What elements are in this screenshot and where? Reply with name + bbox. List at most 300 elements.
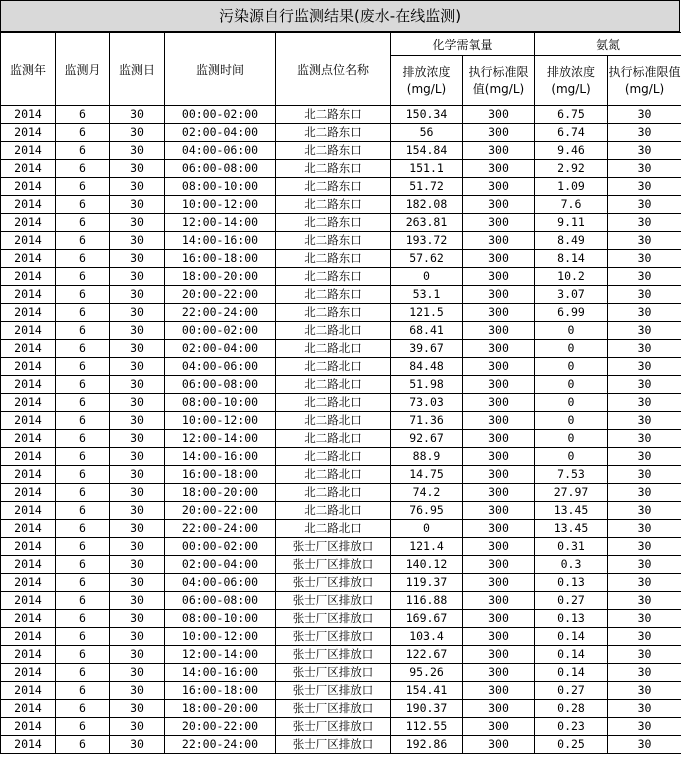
cell-month: 6 bbox=[56, 592, 110, 610]
cell-cod-limit: 300 bbox=[463, 250, 535, 268]
cell-day: 30 bbox=[110, 448, 165, 466]
cell-day: 30 bbox=[110, 628, 165, 646]
table-row bbox=[1, 376, 681, 394]
cell-day: 30 bbox=[110, 592, 165, 610]
cell-site: 北二路东口 bbox=[276, 124, 391, 142]
cell-site: 北二路北口 bbox=[276, 466, 391, 484]
cell-day: 30 bbox=[110, 664, 165, 682]
cell-ammonia-limit: 30 bbox=[608, 610, 681, 628]
cell-time: 08:00-10:00 bbox=[165, 178, 276, 196]
cell-month: 6 bbox=[56, 196, 110, 214]
cell-ammonia-concentration: 0.27 bbox=[535, 682, 608, 700]
cell-year: 2014 bbox=[1, 646, 56, 664]
cell-ammonia-concentration: 10.2 bbox=[535, 268, 608, 286]
cell-month: 6 bbox=[56, 484, 110, 502]
cell-time: 10:00-12:00 bbox=[165, 628, 276, 646]
cell-cod-concentration: 140.12 bbox=[391, 556, 463, 574]
cell-cod-limit: 300 bbox=[463, 628, 535, 646]
cell-site: 张士厂区排放口 bbox=[276, 682, 391, 700]
cell-month: 6 bbox=[56, 646, 110, 664]
cell-cod-concentration: 76.95 bbox=[391, 502, 463, 520]
cell-cod-limit: 300 bbox=[463, 520, 535, 538]
cell-ammonia-limit: 30 bbox=[608, 376, 681, 394]
cell-ammonia-concentration: 0 bbox=[535, 394, 608, 412]
cell-ammonia-limit: 30 bbox=[608, 574, 681, 592]
cell-year: 2014 bbox=[1, 502, 56, 520]
cell-day: 30 bbox=[110, 484, 165, 502]
cell-ammonia-concentration: 0.14 bbox=[535, 664, 608, 682]
cell-ammonia-limit: 30 bbox=[608, 646, 681, 664]
cell-site: 张士厂区排放口 bbox=[276, 556, 391, 574]
cell-day: 30 bbox=[110, 358, 165, 376]
cell-month: 6 bbox=[56, 394, 110, 412]
cell-site: 北二路东口 bbox=[276, 142, 391, 160]
cell-year: 2014 bbox=[1, 538, 56, 556]
cell-site: 张士厂区排放口 bbox=[276, 538, 391, 556]
cell-month: 6 bbox=[56, 700, 110, 718]
cell-day: 30 bbox=[110, 322, 165, 340]
cell-ammonia-concentration: 0 bbox=[535, 412, 608, 430]
cell-ammonia-concentration: 0.14 bbox=[535, 646, 608, 664]
table-row bbox=[1, 646, 681, 664]
cell-day: 30 bbox=[110, 340, 165, 358]
cell-ammonia-limit: 30 bbox=[608, 394, 681, 412]
monitoring-table bbox=[0, 32, 681, 754]
cell-cod-concentration: 121.4 bbox=[391, 538, 463, 556]
cell-day: 30 bbox=[110, 304, 165, 322]
cell-year: 2014 bbox=[1, 214, 56, 232]
cell-ammonia-limit: 30 bbox=[608, 268, 681, 286]
cell-ammonia-limit: 30 bbox=[608, 250, 681, 268]
cell-ammonia-concentration: 0 bbox=[535, 376, 608, 394]
cell-time: 20:00-22:00 bbox=[165, 502, 276, 520]
cell-cod-concentration: 193.72 bbox=[391, 232, 463, 250]
cell-ammonia-concentration: 27.97 bbox=[535, 484, 608, 502]
cell-month: 6 bbox=[56, 538, 110, 556]
cell-year: 2014 bbox=[1, 286, 56, 304]
cell-site: 北二路北口 bbox=[276, 520, 391, 538]
cell-cod-limit: 300 bbox=[463, 394, 535, 412]
cell-time: 06:00-08:00 bbox=[165, 160, 276, 178]
cell-month: 6 bbox=[56, 178, 110, 196]
cell-day: 30 bbox=[110, 538, 165, 556]
cell-cod-concentration: 73.03 bbox=[391, 394, 463, 412]
cell-day: 30 bbox=[110, 106, 165, 124]
cell-month: 6 bbox=[56, 160, 110, 178]
cell-cod-limit: 300 bbox=[463, 682, 535, 700]
cell-ammonia-limit: 30 bbox=[608, 718, 681, 736]
table-row bbox=[1, 520, 681, 538]
cell-month: 6 bbox=[56, 214, 110, 232]
cell-cod-concentration: 92.67 bbox=[391, 430, 463, 448]
cell-day: 30 bbox=[110, 250, 165, 268]
header-site: 监测点位名称 bbox=[276, 33, 391, 106]
cell-time: 22:00-24:00 bbox=[165, 736, 276, 754]
cell-cod-limit: 300 bbox=[463, 376, 535, 394]
cell-cod-limit: 300 bbox=[463, 178, 535, 196]
cell-ammonia-limit: 30 bbox=[608, 592, 681, 610]
cell-ammonia-concentration: 8.14 bbox=[535, 250, 608, 268]
table-row bbox=[1, 106, 681, 124]
table-row bbox=[1, 412, 681, 430]
cell-ammonia-concentration: 7.6 bbox=[535, 196, 608, 214]
cell-month: 6 bbox=[56, 340, 110, 358]
cell-ammonia-limit: 30 bbox=[608, 682, 681, 700]
cell-cod-limit: 300 bbox=[463, 358, 535, 376]
table-row bbox=[1, 430, 681, 448]
cell-site: 北二路北口 bbox=[276, 430, 391, 448]
table-row bbox=[1, 610, 681, 628]
header-month: 监测月 bbox=[56, 33, 110, 106]
cell-cod-concentration: 192.86 bbox=[391, 736, 463, 754]
cell-ammonia-concentration: 3.07 bbox=[535, 286, 608, 304]
cell-ammonia-concentration: 0 bbox=[535, 322, 608, 340]
cell-site: 北二路北口 bbox=[276, 394, 391, 412]
cell-cod-limit: 300 bbox=[463, 304, 535, 322]
cell-time: 02:00-04:00 bbox=[165, 124, 276, 142]
table-row bbox=[1, 142, 681, 160]
cell-day: 30 bbox=[110, 124, 165, 142]
cell-month: 6 bbox=[56, 520, 110, 538]
cell-cod-concentration: 154.41 bbox=[391, 682, 463, 700]
cell-ammonia-concentration: 9.46 bbox=[535, 142, 608, 160]
cell-time: 04:00-06:00 bbox=[165, 574, 276, 592]
cell-year: 2014 bbox=[1, 178, 56, 196]
header-cod-group: 化学需氧量 bbox=[391, 33, 535, 56]
cell-ammonia-limit: 30 bbox=[608, 430, 681, 448]
cell-year: 2014 bbox=[1, 700, 56, 718]
cell-ammonia-concentration: 2.92 bbox=[535, 160, 608, 178]
cell-ammonia-concentration: 6.99 bbox=[535, 304, 608, 322]
cell-site: 张士厂区排放口 bbox=[276, 718, 391, 736]
cell-cod-concentration: 51.72 bbox=[391, 178, 463, 196]
header-cod-limit: 执行标准限值(mg/L) bbox=[463, 56, 535, 106]
cell-ammonia-concentration: 6.74 bbox=[535, 124, 608, 142]
cell-day: 30 bbox=[110, 412, 165, 430]
cell-cod-limit: 300 bbox=[463, 448, 535, 466]
cell-day: 30 bbox=[110, 574, 165, 592]
table-row bbox=[1, 358, 681, 376]
cell-month: 6 bbox=[56, 610, 110, 628]
cell-month: 6 bbox=[56, 574, 110, 592]
table-row bbox=[1, 628, 681, 646]
cell-month: 6 bbox=[56, 736, 110, 754]
cell-ammonia-concentration: 0.23 bbox=[535, 718, 608, 736]
cell-cod-limit: 300 bbox=[463, 610, 535, 628]
cell-ammonia-limit: 30 bbox=[608, 628, 681, 646]
cell-day: 30 bbox=[110, 430, 165, 448]
cell-cod-concentration: 119.37 bbox=[391, 574, 463, 592]
cell-month: 6 bbox=[56, 430, 110, 448]
cell-year: 2014 bbox=[1, 682, 56, 700]
table-row bbox=[1, 196, 681, 214]
cell-month: 6 bbox=[56, 628, 110, 646]
cell-day: 30 bbox=[110, 610, 165, 628]
table-row bbox=[1, 718, 681, 736]
cell-year: 2014 bbox=[1, 664, 56, 682]
cell-time: 12:00-14:00 bbox=[165, 430, 276, 448]
cell-ammonia-limit: 30 bbox=[608, 736, 681, 754]
cell-cod-concentration: 150.34 bbox=[391, 106, 463, 124]
cell-time: 18:00-20:00 bbox=[165, 484, 276, 502]
header-time: 监测时间 bbox=[165, 33, 276, 106]
cell-month: 6 bbox=[56, 286, 110, 304]
cell-cod-concentration: 154.84 bbox=[391, 142, 463, 160]
cell-ammonia-concentration: 0 bbox=[535, 358, 608, 376]
cell-cod-concentration: 190.37 bbox=[391, 700, 463, 718]
cell-year: 2014 bbox=[1, 124, 56, 142]
table-row bbox=[1, 736, 681, 754]
cell-time: 20:00-22:00 bbox=[165, 286, 276, 304]
cell-time: 14:00-16:00 bbox=[165, 232, 276, 250]
cell-ammonia-concentration: 0 bbox=[535, 340, 608, 358]
cell-cod-concentration: 103.4 bbox=[391, 628, 463, 646]
cell-year: 2014 bbox=[1, 340, 56, 358]
cell-cod-limit: 300 bbox=[463, 466, 535, 484]
cell-ammonia-limit: 30 bbox=[608, 214, 681, 232]
cell-cod-limit: 300 bbox=[463, 286, 535, 304]
cell-month: 6 bbox=[56, 556, 110, 574]
cell-site: 北二路东口 bbox=[276, 160, 391, 178]
cell-ammonia-concentration: 7.53 bbox=[535, 466, 608, 484]
cell-month: 6 bbox=[56, 322, 110, 340]
table-row bbox=[1, 124, 681, 142]
cell-time: 04:00-06:00 bbox=[165, 358, 276, 376]
cell-time: 18:00-20:00 bbox=[165, 700, 276, 718]
cell-ammonia-limit: 30 bbox=[608, 340, 681, 358]
cell-cod-limit: 300 bbox=[463, 664, 535, 682]
cell-cod-concentration: 57.62 bbox=[391, 250, 463, 268]
table-header bbox=[1, 33, 681, 106]
cell-year: 2014 bbox=[1, 520, 56, 538]
header-year: 监测年 bbox=[1, 33, 56, 106]
cell-time: 12:00-14:00 bbox=[165, 646, 276, 664]
cell-time: 14:00-16:00 bbox=[165, 664, 276, 682]
table-row bbox=[1, 700, 681, 718]
cell-site: 北二路北口 bbox=[276, 412, 391, 430]
cell-cod-concentration: 68.41 bbox=[391, 322, 463, 340]
cell-site: 北二路东口 bbox=[276, 286, 391, 304]
cell-day: 30 bbox=[110, 178, 165, 196]
cell-year: 2014 bbox=[1, 736, 56, 754]
header-ammonia-group: 氨氮 bbox=[535, 33, 681, 56]
cell-ammonia-concentration: 0.31 bbox=[535, 538, 608, 556]
cell-ammonia-concentration: 1.09 bbox=[535, 178, 608, 196]
table-row bbox=[1, 250, 681, 268]
table-row bbox=[1, 160, 681, 178]
cell-time: 06:00-08:00 bbox=[165, 592, 276, 610]
cell-year: 2014 bbox=[1, 718, 56, 736]
cell-day: 30 bbox=[110, 502, 165, 520]
cell-year: 2014 bbox=[1, 394, 56, 412]
cell-year: 2014 bbox=[1, 268, 56, 286]
cell-cod-concentration: 71.36 bbox=[391, 412, 463, 430]
table-row bbox=[1, 574, 681, 592]
table-row bbox=[1, 214, 681, 232]
cell-ammonia-limit: 30 bbox=[608, 286, 681, 304]
table-row bbox=[1, 232, 681, 250]
table-row bbox=[1, 538, 681, 556]
cell-year: 2014 bbox=[1, 466, 56, 484]
cell-site: 北二路北口 bbox=[276, 376, 391, 394]
cell-year: 2014 bbox=[1, 448, 56, 466]
cell-day: 30 bbox=[110, 286, 165, 304]
table-row bbox=[1, 556, 681, 574]
cell-month: 6 bbox=[56, 466, 110, 484]
cell-cod-concentration: 151.1 bbox=[391, 160, 463, 178]
table-row bbox=[1, 304, 681, 322]
cell-cod-limit: 300 bbox=[463, 592, 535, 610]
cell-cod-concentration: 116.88 bbox=[391, 592, 463, 610]
cell-ammonia-limit: 30 bbox=[608, 412, 681, 430]
cell-cod-concentration: 14.75 bbox=[391, 466, 463, 484]
cell-day: 30 bbox=[110, 736, 165, 754]
cell-cod-limit: 300 bbox=[463, 736, 535, 754]
cell-cod-limit: 300 bbox=[463, 556, 535, 574]
cell-day: 30 bbox=[110, 214, 165, 232]
cell-ammonia-limit: 30 bbox=[608, 358, 681, 376]
cell-site: 张士厂区排放口 bbox=[276, 700, 391, 718]
cell-cod-limit: 300 bbox=[463, 412, 535, 430]
cell-site: 北二路北口 bbox=[276, 484, 391, 502]
cell-cod-limit: 300 bbox=[463, 322, 535, 340]
cell-year: 2014 bbox=[1, 556, 56, 574]
cell-site: 张士厂区排放口 bbox=[276, 574, 391, 592]
cell-site: 北二路东口 bbox=[276, 304, 391, 322]
cell-ammonia-limit: 30 bbox=[608, 124, 681, 142]
cell-site: 北二路北口 bbox=[276, 502, 391, 520]
cell-cod-limit: 300 bbox=[463, 124, 535, 142]
cell-year: 2014 bbox=[1, 358, 56, 376]
cell-year: 2014 bbox=[1, 196, 56, 214]
cell-year: 2014 bbox=[1, 322, 56, 340]
cell-month: 6 bbox=[56, 502, 110, 520]
cell-time: 22:00-24:00 bbox=[165, 304, 276, 322]
cell-day: 30 bbox=[110, 520, 165, 538]
cell-year: 2014 bbox=[1, 142, 56, 160]
cell-cod-limit: 300 bbox=[463, 106, 535, 124]
cell-time: 14:00-16:00 bbox=[165, 448, 276, 466]
table-row bbox=[1, 664, 681, 682]
cell-ammonia-limit: 30 bbox=[608, 322, 681, 340]
cell-site: 北二路东口 bbox=[276, 214, 391, 232]
table-row bbox=[1, 448, 681, 466]
cell-month: 6 bbox=[56, 268, 110, 286]
cell-ammonia-concentration: 6.75 bbox=[535, 106, 608, 124]
cell-ammonia-limit: 30 bbox=[608, 178, 681, 196]
cell-day: 30 bbox=[110, 232, 165, 250]
cell-time: 16:00-18:00 bbox=[165, 682, 276, 700]
cell-cod-limit: 300 bbox=[463, 538, 535, 556]
table-body bbox=[1, 106, 681, 754]
cell-site: 张士厂区排放口 bbox=[276, 736, 391, 754]
cell-ammonia-limit: 30 bbox=[608, 106, 681, 124]
cell-ammonia-concentration: 0.25 bbox=[535, 736, 608, 754]
cell-year: 2014 bbox=[1, 412, 56, 430]
cell-ammonia-concentration: 0 bbox=[535, 430, 608, 448]
cell-ammonia-limit: 30 bbox=[608, 502, 681, 520]
cell-month: 6 bbox=[56, 412, 110, 430]
cell-site: 北二路东口 bbox=[276, 178, 391, 196]
cell-ammonia-concentration: 9.11 bbox=[535, 214, 608, 232]
cell-day: 30 bbox=[110, 268, 165, 286]
cell-cod-concentration: 121.5 bbox=[391, 304, 463, 322]
cell-ammonia-limit: 30 bbox=[608, 556, 681, 574]
cell-time: 00:00-02:00 bbox=[165, 106, 276, 124]
table-row bbox=[1, 484, 681, 502]
cell-day: 30 bbox=[110, 682, 165, 700]
cell-month: 6 bbox=[56, 664, 110, 682]
cell-year: 2014 bbox=[1, 106, 56, 124]
cell-site: 张士厂区排放口 bbox=[276, 646, 391, 664]
cell-cod-limit: 300 bbox=[463, 700, 535, 718]
cell-site: 北二路东口 bbox=[276, 250, 391, 268]
cell-cod-concentration: 74.2 bbox=[391, 484, 463, 502]
cell-ammonia-limit: 30 bbox=[608, 520, 681, 538]
table-row bbox=[1, 466, 681, 484]
cell-cod-limit: 300 bbox=[463, 232, 535, 250]
cell-time: 16:00-18:00 bbox=[165, 466, 276, 484]
header-cod-concentration: 排放浓度(mg/L) bbox=[391, 56, 463, 106]
cell-time: 04:00-06:00 bbox=[165, 142, 276, 160]
cell-month: 6 bbox=[56, 106, 110, 124]
cell-site: 北二路东口 bbox=[276, 196, 391, 214]
cell-time: 08:00-10:00 bbox=[165, 610, 276, 628]
header-ammonia-limit: 执行标准限值(mg/L) bbox=[608, 56, 681, 106]
cell-cod-limit: 300 bbox=[463, 646, 535, 664]
cell-time: 16:00-18:00 bbox=[165, 250, 276, 268]
cell-cod-concentration: 0 bbox=[391, 268, 463, 286]
cell-year: 2014 bbox=[1, 304, 56, 322]
cell-year: 2014 bbox=[1, 430, 56, 448]
cell-ammonia-limit: 30 bbox=[608, 142, 681, 160]
cell-time: 02:00-04:00 bbox=[165, 340, 276, 358]
cell-site: 张士厂区排放口 bbox=[276, 592, 391, 610]
table-row bbox=[1, 340, 681, 358]
cell-ammonia-limit: 30 bbox=[608, 304, 681, 322]
cell-ammonia-limit: 30 bbox=[608, 664, 681, 682]
cell-month: 6 bbox=[56, 682, 110, 700]
cell-ammonia-concentration: 13.45 bbox=[535, 502, 608, 520]
cell-year: 2014 bbox=[1, 628, 56, 646]
cell-site: 张士厂区排放口 bbox=[276, 610, 391, 628]
cell-cod-concentration: 0 bbox=[391, 520, 463, 538]
table-row bbox=[1, 394, 681, 412]
cell-day: 30 bbox=[110, 646, 165, 664]
cell-time: 00:00-02:00 bbox=[165, 322, 276, 340]
cell-cod-concentration: 84.48 bbox=[391, 358, 463, 376]
cell-ammonia-concentration: 0.13 bbox=[535, 574, 608, 592]
table-row bbox=[1, 286, 681, 304]
cell-cod-limit: 300 bbox=[463, 430, 535, 448]
cell-time: 08:00-10:00 bbox=[165, 394, 276, 412]
table-row bbox=[1, 322, 681, 340]
cell-day: 30 bbox=[110, 718, 165, 736]
cell-site: 张士厂区排放口 bbox=[276, 628, 391, 646]
cell-day: 30 bbox=[110, 196, 165, 214]
cell-year: 2014 bbox=[1, 610, 56, 628]
table-row bbox=[1, 502, 681, 520]
cell-time: 06:00-08:00 bbox=[165, 376, 276, 394]
cell-month: 6 bbox=[56, 718, 110, 736]
table-row bbox=[1, 592, 681, 610]
cell-month: 6 bbox=[56, 142, 110, 160]
cell-cod-limit: 300 bbox=[463, 718, 535, 736]
cell-month: 6 bbox=[56, 124, 110, 142]
cell-time: 22:00-24:00 bbox=[165, 520, 276, 538]
cell-cod-limit: 300 bbox=[463, 214, 535, 232]
cell-ammonia-concentration: 0.14 bbox=[535, 628, 608, 646]
